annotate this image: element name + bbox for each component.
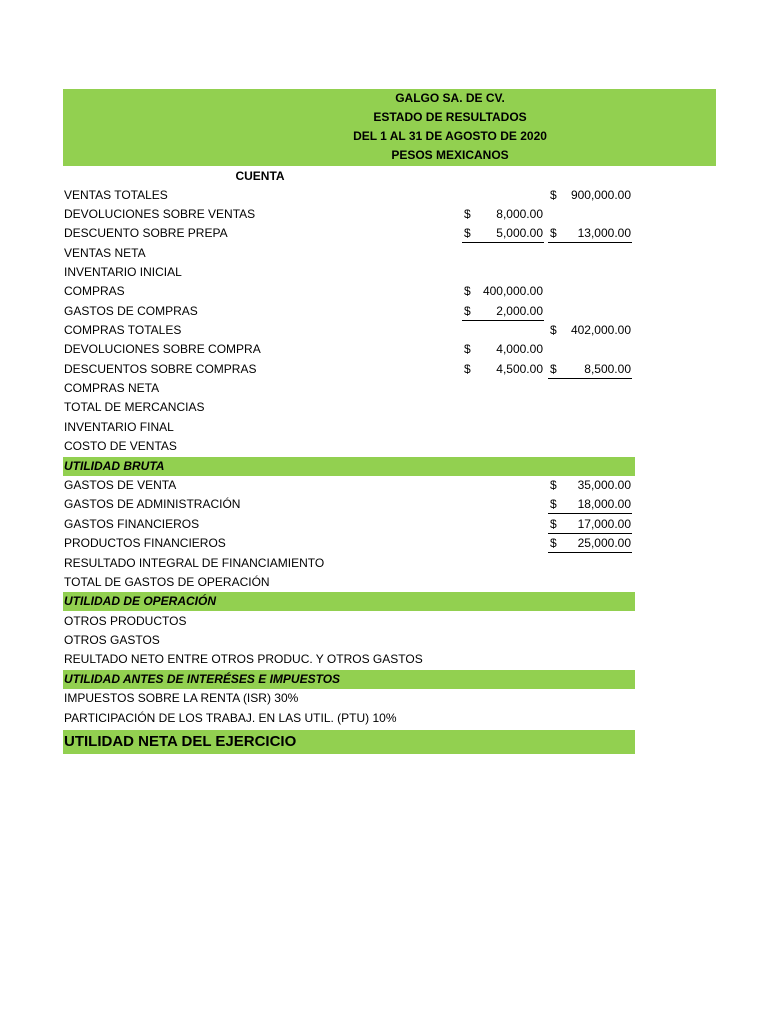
- statement-row: [63, 612, 635, 631]
- row-label: TOTAL DE MERCANCIAS: [64, 400, 205, 414]
- statement-row: [63, 321, 635, 340]
- amount-value: 402,000.00: [570, 323, 631, 337]
- currency-symbol: $: [550, 188, 557, 202]
- row-label: UTILIDAD BRUTA: [64, 459, 165, 473]
- currency-symbol: $: [550, 497, 557, 511]
- statement-row: [63, 515, 635, 534]
- amount-value: 25,000.00: [577, 536, 631, 550]
- row-label: GASTOS DE ADMINISTRACIÓN: [64, 497, 241, 511]
- row-label: UTILIDAD ANTES DE INTERÉSES E IMPUESTOS: [64, 672, 341, 686]
- amount-value: 13,000.00: [577, 226, 631, 240]
- statement-row: [63, 224, 635, 243]
- currency-symbol: $: [550, 536, 557, 550]
- total-amount-cell: [548, 515, 632, 534]
- statement-header: [63, 89, 716, 166]
- amount-value: 4,000.00: [496, 342, 543, 356]
- currency-symbol: $: [464, 342, 471, 356]
- statement-currency: PESOS MEXICANOS: [391, 148, 509, 162]
- partial-amount-cell: [462, 302, 544, 321]
- statement-row: [63, 709, 635, 728]
- amount-value: 5,000.00: [496, 226, 543, 240]
- amount-value: 900,000.00: [570, 188, 631, 202]
- statement-row: [63, 457, 635, 476]
- row-label: UTILIDAD NETA DEL EJERCICIO: [64, 733, 297, 750]
- statement-row: [63, 360, 635, 379]
- row-label: PRODUCTOS FINANCIEROS: [64, 536, 226, 550]
- statement-row: [63, 495, 635, 514]
- row-label: COMPRAS: [64, 284, 125, 298]
- partial-amount-cell: [462, 282, 544, 301]
- row-label: COMPRAS NETA: [64, 381, 160, 395]
- row-label: INVENTARIO FINAL: [64, 420, 174, 434]
- statement-row: [63, 379, 635, 398]
- currency-symbol: $: [550, 362, 557, 376]
- statement-row: [63, 650, 635, 669]
- row-label: VENTAS NETA: [64, 246, 146, 260]
- row-label: IMPUESTOS SOBRE LA RENTA (ISR) 30%: [64, 691, 299, 705]
- statement-row: [63, 631, 635, 650]
- statement-period: DEL 1 AL 31 DE AGOSTO DE 2020: [353, 129, 547, 143]
- company-name: GALGO SA. DE CV.: [395, 91, 505, 105]
- row-label: GASTOS FINANCIEROS: [64, 517, 200, 531]
- row-label: REULTADO NETO ENTRE OTROS PRODUC. Y OTROS GASTOS: [64, 652, 423, 666]
- total-amount-cell: [548, 534, 632, 553]
- amount-value: 35,000.00: [577, 478, 631, 492]
- currency-symbol: $: [550, 323, 557, 337]
- statement-row: [63, 689, 635, 708]
- total-amount-cell: [548, 186, 632, 205]
- row-label: GASTOS DE COMPRAS: [64, 304, 198, 318]
- row-label: COSTO DE VENTAS: [64, 439, 177, 453]
- row-label: DESCUENTOS SOBRE COMPRAS: [64, 362, 257, 376]
- currency-symbol: $: [464, 207, 471, 221]
- total-amount-cell: [548, 476, 632, 495]
- currency-symbol: $: [464, 284, 471, 298]
- currency-symbol: $: [464, 362, 471, 376]
- statement-row: [63, 398, 635, 417]
- partial-amount-cell: [462, 205, 544, 224]
- amount-value: 400,000.00: [482, 284, 543, 298]
- statement-row: [63, 592, 635, 611]
- row-label: DEVOLUCIONES SOBRE COMPRA: [64, 342, 261, 356]
- row-label: COMPRAS TOTALES: [64, 323, 182, 337]
- amount-value: 18,000.00: [577, 497, 631, 511]
- currency-symbol: $: [550, 226, 557, 240]
- column-header-cuenta: CUENTA: [235, 169, 285, 183]
- row-label: RESULTADO INTEGRAL DE FINANCIAMIENTO: [64, 556, 325, 570]
- row-label: PARTICIPACIÓN DE LOS TRABAJ. EN LAS UTIL. (PTU) 10%: [64, 711, 397, 725]
- partial-amount-cell: [462, 340, 544, 359]
- amount-value: 17,000.00: [577, 517, 631, 531]
- currency-symbol: $: [550, 517, 557, 531]
- row-label: INVENTARIO INICIAL: [64, 265, 182, 279]
- row-label: VENTAS TOTALES: [64, 188, 168, 202]
- statement-row: [63, 573, 635, 592]
- amount-value: 8,000.00: [496, 207, 543, 221]
- statement-row: [63, 554, 635, 573]
- statement-row: [63, 476, 635, 495]
- statement-row: [63, 186, 635, 205]
- row-label: TOTAL DE GASTOS DE OPERACIÓN: [64, 575, 270, 589]
- partial-amount-cell: [462, 224, 544, 243]
- partial-amount-cell: [462, 360, 544, 379]
- row-label: DEVOLUCIONES SOBRE VENTAS: [64, 207, 256, 221]
- statement-row: [63, 282, 635, 301]
- total-amount-cell: [548, 321, 632, 340]
- statement-row: [63, 340, 635, 359]
- amount-value: 2,000.00: [496, 304, 543, 318]
- row-label: GASTOS DE VENTA: [64, 478, 177, 492]
- statement-row: [63, 670, 635, 689]
- row-label: OTROS GASTOS: [64, 633, 160, 647]
- row-label: DESCUENTO SOBRE PREPA: [64, 226, 228, 240]
- statement-title: ESTADO DE RESULTADOS: [373, 110, 527, 124]
- statement-row: [63, 534, 635, 553]
- statement-row: [63, 205, 635, 224]
- statement-row: [63, 418, 635, 437]
- statement-row: [63, 244, 635, 263]
- statement-row: [63, 302, 635, 321]
- amount-value: 8,500.00: [584, 362, 631, 376]
- statement-row: [63, 730, 635, 754]
- statement-row: [63, 263, 635, 282]
- currency-symbol: $: [550, 478, 557, 492]
- row-label: OTROS PRODUCTOS: [64, 614, 187, 628]
- currency-symbol: $: [464, 304, 471, 318]
- total-amount-cell: [548, 360, 632, 379]
- total-amount-cell: [548, 495, 632, 514]
- total-amount-cell: [548, 224, 632, 243]
- amount-value: 4,500.00: [496, 362, 543, 376]
- currency-symbol: $: [464, 226, 471, 240]
- statement-row: [63, 437, 635, 456]
- row-label: UTILIDAD DE OPERACIÓN: [64, 594, 217, 608]
